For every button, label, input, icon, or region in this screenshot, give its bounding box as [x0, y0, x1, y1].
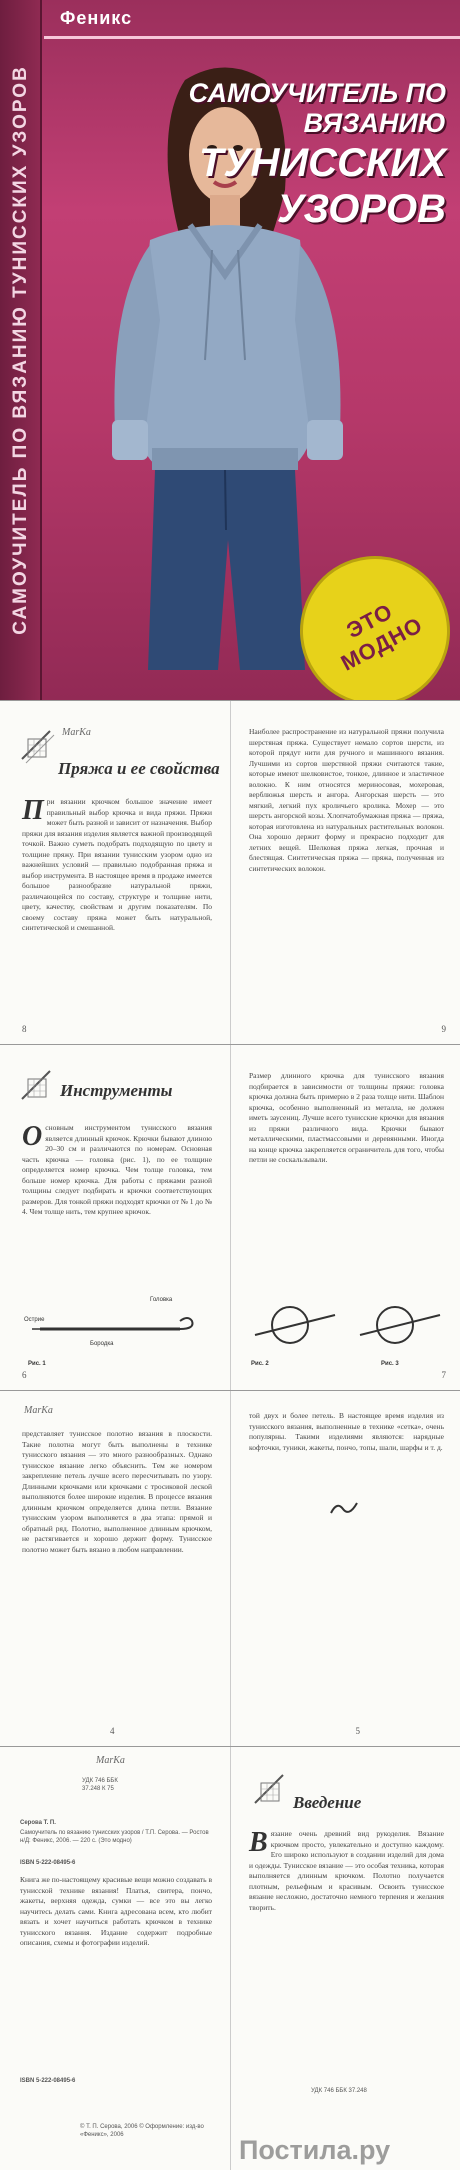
header-mark: MarKa	[24, 1405, 53, 1416]
imprint-page	[0, 1747, 231, 2170]
book-cover	[0, 0, 460, 700]
page-number: 5	[355, 1726, 360, 1736]
watermark: Постила.ру	[239, 2135, 391, 2165]
dropcap: П	[22, 795, 44, 826]
copyright: © Т. П. Серова, 2006 © Оформление: изд-во «Феникс», 2006	[80, 2124, 204, 2138]
body-text: Размер длинного крючка для тунисского вязания подбирается в зависимости от толщины пряжи: головка крючка должна быть примерно в 2 раза толще нити. Шаблон крючка, особенно выполненный из металла, не должен иметь заусениц. Лучше всего тунисские крючки для вязания из пряжи различного вида. Крючки бывают металлическими, пластмассовыми и деревянными. Иногда на конце крючка закрепляется ограничитель для того, чтобы петли не соскальзывали.	[249, 1071, 444, 1164]
page-8	[0, 701, 231, 1044]
header-mark: MarKa	[96, 1755, 125, 1766]
label-notch: Бородка	[90, 1341, 114, 1347]
annotation-text: Книга же по-настоящему красивые вещи можно создавать в тунисской технике вязания! Платья, свитера, пончо, жакеты, верхняя одежда, сумки — все это вы легко научитесь делать сами. Книга адресована всем, кто любит вязать и хочет научиться работать крючком в технике тунисского вязания. Издание содержит подробные описания, схемы и фотографии изделий.	[20, 1875, 212, 1947]
udk-codes: УДК 746 ББК 37.248 К 75	[82, 1778, 118, 1792]
page-number: 7	[441, 1370, 446, 1380]
hook-ornament-icon	[20, 1069, 56, 1105]
spread-pages-8-9	[0, 700, 460, 1044]
body-text: той двух и более петель. В настоящее время изделия из тунисского вязания, выполненные в технике «сетка», очень популярны. Такими изделиями являются: нарядные кофточки, туники, жакеты, пончо, топы, шали, шарфы и т. д.	[249, 1411, 444, 1452]
series-badge-text: ЭТО МОДНО	[336, 598, 427, 676]
hook-ornament-icon	[20, 729, 56, 765]
cover-title	[146, 78, 446, 232]
figure-caption: Рис. 3	[381, 1361, 399, 1367]
body-text: Наиболее распространение из натуральной пряжи получила шерстяная пряжа. Существует немало сортов шерсти, из которой прядут нити для ручного и машинного вязания. Лучшими из сортов шерстяной пряжи считаются такие, которые имеют шелковистое, тонкое, длинное и эластичное волокно. К ним относятся мериносовая, мохеровая, верблюжья шерсть и ангора. Ангорская шерсть — это мягкий, легкий пух кроличьего кролика. Мохер — это шерсть ангорской козы. Хлопчатобумажная пряжа — пряжа, которая изготовлена из натуральных растительных волокон. Она хорошо держит форму и прекрасно подходит для летних вещей. Шелковая пряжа легкая, прочная и блестящая. Синтетическая пряжа — пряжа, полученная из синтетических волокон.	[249, 727, 444, 873]
page-7	[231, 1045, 460, 1390]
catalog-record: Самоучитель по вязанию тунисских узоров / Т.П. Серова. — Ростов н/Д: Феникс, 2006. — 220 с. (Это модно)	[20, 1830, 209, 1844]
chapter-title: Инструменты	[60, 1081, 173, 1100]
page-number: 8	[22, 1024, 27, 1034]
page-6	[0, 1045, 231, 1390]
header-mark: MarKa	[62, 727, 91, 738]
spread-pages-6-7	[0, 1044, 460, 1390]
hook-diagram	[30, 1307, 210, 1347]
stitch-diagrams	[245, 1295, 445, 1355]
author-name: Серова Т. П.	[20, 1820, 56, 1826]
body-text: Вязание очень древний вид рукоделия. Вязание крючком просто, увлекательно и доступно каждому. Его широко используют в создании изделий для дома и одежды. Тунисское вязание — это особая техника, которая выполняется длинным крючком. Полотно получается плотным, рельефным и красивым. Освоить тунисское вязание несложно, достаточно немного терпения и желания творить.	[249, 1827, 444, 1912]
publisher-divider	[44, 36, 460, 39]
isbn-line: ISBN 5-222-08495-6	[20, 1860, 76, 1866]
body-text: Основным инструментом тунисского вязания является длинный крючок. Крючки бывают длиною 20–30 см и различаются по номерам. Основная часть крючка — головка (рис. 1), по ее толщине определяется номер крючка. Чем толще головка, тем больше номер крючка. Для работы с пряжами разной толщины следует подбирать и крючки соответствующих размеров. Для тонкой пряжи подходят крючки от № 1 до № 4. Чем толще нить, тем крупнее крючок.	[22, 1121, 212, 1216]
page-number: 6	[22, 1370, 27, 1380]
spread-title-pages	[0, 1746, 460, 2170]
udk-codes: УДК 746 ББК 37.248	[311, 2088, 367, 2094]
squiggle-ornament-icon	[329, 1499, 359, 1517]
spread-pages-4-5	[0, 1390, 460, 1746]
page-4	[0, 1391, 231, 1746]
cover-title-line3: УЗОРОВ	[276, 187, 446, 231]
cover-title-line1: САМОУЧИТЕЛЬ ПО ВЯЗАНИЮ	[188, 78, 446, 138]
publisher-name: Феникс	[60, 8, 133, 28]
page-9	[231, 701, 460, 1044]
label-head: Головка	[150, 1297, 173, 1303]
dropcap: О	[22, 1121, 43, 1152]
spine-title: САМОУЧИТЕЛЬ ПО ВЯЗАНИЮ ТУНИССКИХ УЗОРОВ	[10, 65, 31, 635]
chapter-title: Пряжа и ее свойства	[58, 759, 220, 778]
hook-ornament-icon	[253, 1773, 289, 1809]
book-spine	[0, 0, 42, 700]
chapter-title: Введение	[293, 1793, 362, 1812]
dropcap: В	[249, 1827, 268, 1858]
body-text: представляет тунисское полотно вязания в плоскости. Такие полотна могут быть выполнены в технике тунисского вязания — это много разнообразных. Однако тунисское вязание легко объяснить. Тем же номером закрепление петель лучше всего пересчитывать по узору. Длинными крючками или крючками с тросиковой леской выполняются более широкие изделия. В процессе вязания длинным крючком определяется длина петли. Вязание тунисским узором выполняется в два этапа: прямой и обратный ряд. Полотно, выполненное длинным крючком, не растягивается и хорошо держит форму. Тунисское полотно может быть вязано в любом направлении.	[22, 1429, 212, 1554]
figure-caption: Рис. 2	[251, 1361, 269, 1367]
page-number: 9	[441, 1024, 446, 1034]
page-5	[231, 1391, 460, 1746]
introduction-page	[231, 1747, 460, 2170]
cover-title-line2: ТУНИССКИХ	[199, 141, 446, 185]
figure-caption: Рис. 1	[28, 1361, 46, 1367]
body-text: При вязании крючком большое значение имеет правильный выбор крючка и вида пряжи. Пряжи может быть разной и зависит от назначения. Выбор пряжи для вязания изделия является важной производящей точкой. Важно суметь подобрать подходящую по цвету и толщине пряжу. При вязании тунисским узором одно из важнейших условий — правильно подобранная пряжа и выбор инструмента. В настоящее время в продаже имеется большое разнообразие натуральной пряжи, различающейся по составу, структуре и толщине нити, цвету, качеству, свойствам и другим показателям. По своему составу пряжа может быть натуральной, синтетической и смешанной.	[22, 795, 212, 932]
page-number: 4	[110, 1726, 115, 1736]
isbn-number: ISBN 5-222-08495-6	[20, 2078, 76, 2084]
label-tip: Острие	[24, 1317, 45, 1323]
